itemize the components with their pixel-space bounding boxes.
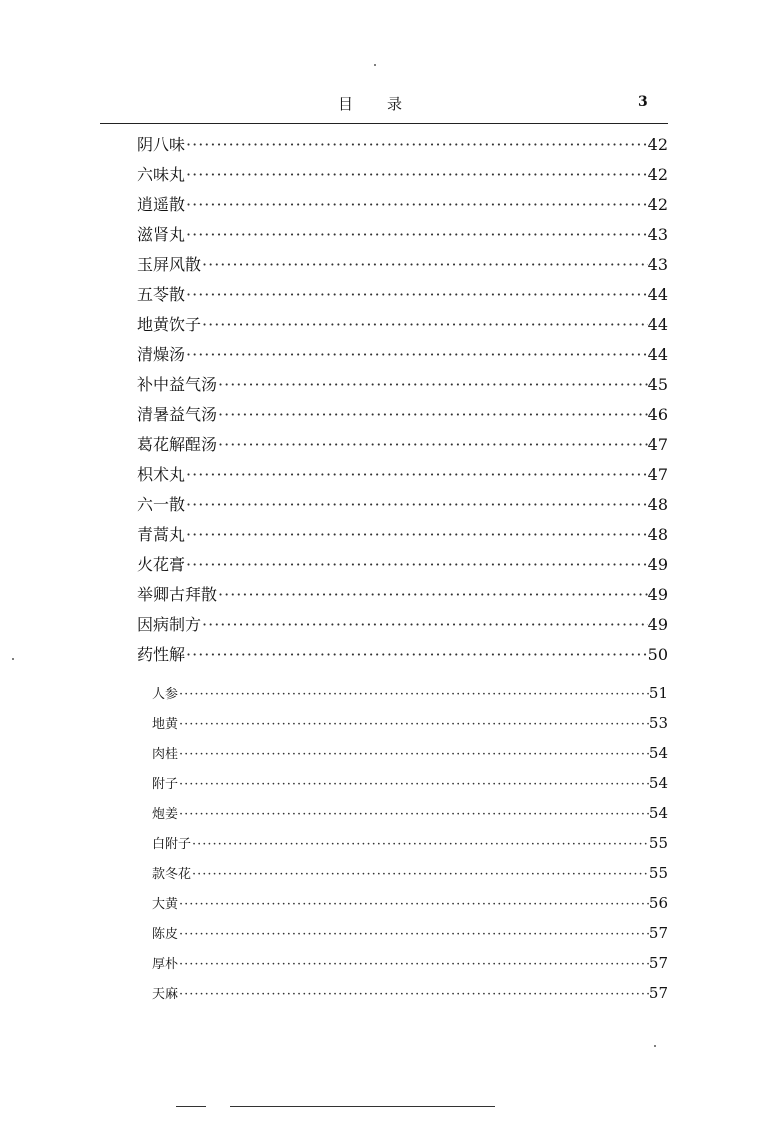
toc-sub-entry-title: 附子 (152, 777, 179, 792)
dot-leader (218, 435, 648, 454)
toc-entry[interactable] (137, 282, 668, 306)
toc-entry-title: 地黄饮子 (137, 315, 202, 334)
toc-sub-entry-page: 54 (648, 744, 668, 762)
dot-leader (218, 375, 648, 394)
toc-entry-title: 清燥汤 (137, 345, 186, 364)
toc-entry-page: 44 (647, 315, 668, 334)
toc-sub-entry-page: 55 (648, 834, 668, 852)
toc-entry-page: 46 (647, 405, 668, 424)
scan-speck (654, 1045, 656, 1047)
toc-sub-entry-title: 炮姜 (152, 807, 179, 822)
toc-sub-entry[interactable] (152, 803, 668, 825)
toc-entry-page: 44 (647, 345, 668, 364)
toc-sub-entry[interactable] (152, 983, 668, 1005)
toc-sub-entry[interactable] (152, 863, 668, 885)
toc-entry[interactable] (137, 132, 668, 156)
dot-leader (186, 645, 648, 664)
scan-speck (12, 658, 14, 660)
toc-entry-title: 葛花解酲汤 (137, 435, 218, 454)
toc-entry-title: 滋肾丸 (137, 225, 186, 244)
toc-entry-page: 49 (647, 585, 668, 604)
dot-leader (186, 135, 648, 154)
toc-sub-entry[interactable] (152, 773, 668, 795)
toc-entry-page: 48 (647, 495, 668, 514)
toc-sub-entry-page: 57 (648, 924, 668, 942)
toc-sub-entry-page: 57 (648, 954, 668, 972)
toc-entry-page: 50 (647, 645, 668, 664)
toc-entry-page: 42 (647, 195, 668, 214)
dot-leader (186, 195, 648, 214)
toc-entry-page: 44 (647, 285, 668, 304)
page-title: 目录 (338, 95, 437, 113)
toc-entry-title: 因病制方 (137, 615, 202, 634)
toc-entry[interactable] (137, 522, 668, 546)
toc-sub-entry-title: 天麻 (152, 987, 179, 1002)
toc-sub-entry[interactable] (152, 923, 668, 945)
toc-sub-entry[interactable] (152, 833, 668, 855)
dot-leader (218, 585, 648, 604)
toc-sub-entry-title: 陈皮 (152, 927, 179, 942)
toc-sub-entry-page: 56 (648, 894, 668, 912)
dot-leader (179, 807, 649, 822)
toc-sub-entry-title: 人参 (152, 687, 179, 702)
toc-entry[interactable] (137, 582, 668, 606)
toc-entry-title: 玉屏风散 (137, 255, 202, 274)
toc-entry[interactable] (137, 342, 668, 366)
toc-sub-entry-title: 大黄 (152, 897, 179, 912)
toc-entry-title: 青蒿丸 (137, 525, 186, 544)
dot-leader (186, 225, 648, 244)
dot-leader (202, 615, 648, 634)
toc-sub-entry-page: 57 (648, 984, 668, 1002)
dot-leader (186, 555, 648, 574)
toc-sub-entry-page: 51 (648, 684, 668, 702)
dot-leader (179, 927, 649, 942)
toc-entry-page: 48 (647, 525, 668, 544)
toc-entry-page: 42 (647, 135, 668, 154)
toc-sub-entry-page: 53 (648, 714, 668, 732)
toc-entry[interactable] (137, 222, 668, 246)
dot-leader (186, 165, 648, 184)
toc-entry[interactable] (137, 612, 668, 636)
toc-sub-entry-title: 厚朴 (152, 957, 179, 972)
dot-leader (186, 285, 648, 304)
toc-entry[interactable] (137, 372, 668, 396)
toc-entry-title: 逍遥散 (137, 195, 186, 214)
toc-entry-page: 47 (647, 435, 668, 454)
dot-leader (202, 255, 648, 274)
toc-entry[interactable] (137, 252, 668, 276)
toc-entry[interactable] (137, 402, 668, 426)
toc-sub-entry-title: 款冬花 (152, 867, 192, 882)
dot-leader (218, 405, 648, 424)
toc-entry-title: 清暑益气汤 (137, 405, 218, 424)
dot-leader (179, 777, 649, 792)
dot-leader (192, 867, 649, 882)
dot-leader (179, 717, 649, 732)
dot-leader (202, 315, 648, 334)
toc-entry-title: 五苓散 (137, 285, 186, 304)
toc-entry-page: 49 (647, 555, 668, 574)
toc-entry-page: 47 (647, 465, 668, 484)
footer-rule (230, 1106, 495, 1107)
toc-entry-title: 补中益气汤 (137, 375, 218, 394)
toc-sub-entry[interactable] (152, 893, 668, 915)
toc-entry-title: 药性解 (137, 645, 186, 664)
toc-entry-title: 举卿古拜散 (137, 585, 218, 604)
toc-sub-entry[interactable] (152, 683, 668, 705)
toc-sub-entry-title: 地黄 (152, 717, 179, 732)
dot-leader (179, 687, 649, 702)
toc-entry-page: 43 (647, 255, 668, 274)
toc-sub-entry-title: 白附子 (152, 837, 192, 852)
toc-sub-entry-page: 55 (648, 864, 668, 882)
toc-entry-title: 枳术丸 (137, 465, 186, 484)
dot-leader (186, 525, 648, 544)
toc-sub-entry-title: 肉桂 (152, 747, 179, 762)
toc-entry[interactable] (137, 432, 668, 456)
toc-sub-entry[interactable] (152, 713, 668, 735)
dot-leader (186, 495, 648, 514)
toc-sub-entry[interactable] (152, 743, 668, 765)
toc-entry[interactable] (137, 312, 668, 336)
dot-leader (186, 345, 648, 364)
toc-entry[interactable] (137, 162, 668, 186)
toc-entry-title: 六味丸 (137, 165, 186, 184)
dot-leader (186, 465, 648, 484)
dot-leader (179, 957, 649, 972)
toc-entry-page: 45 (647, 375, 668, 394)
toc-entry[interactable] (137, 492, 668, 516)
toc-entry-title: 六一散 (137, 495, 186, 514)
toc-entry[interactable] (137, 462, 668, 486)
toc-sub-entry[interactable] (152, 953, 668, 975)
dot-leader (179, 897, 649, 912)
toc-entry-page: 43 (647, 225, 668, 244)
page-number: 3 (638, 94, 648, 110)
scan-speck (374, 64, 376, 66)
toc-entry-page: 42 (647, 165, 668, 184)
toc-entry-page: 49 (647, 615, 668, 634)
toc-entry[interactable] (137, 642, 668, 666)
dot-leader (179, 987, 649, 1002)
toc-entry[interactable] (137, 552, 668, 576)
toc-entry[interactable] (137, 192, 668, 216)
dot-leader (179, 747, 649, 762)
dot-leader (192, 837, 649, 852)
toc-entry-title: 火花膏 (137, 555, 186, 574)
toc-entry-title: 阴八味 (137, 135, 186, 154)
footer-rule (176, 1106, 206, 1107)
toc-sub-entry-page: 54 (648, 774, 668, 792)
toc-sub-entry-page: 54 (648, 804, 668, 822)
